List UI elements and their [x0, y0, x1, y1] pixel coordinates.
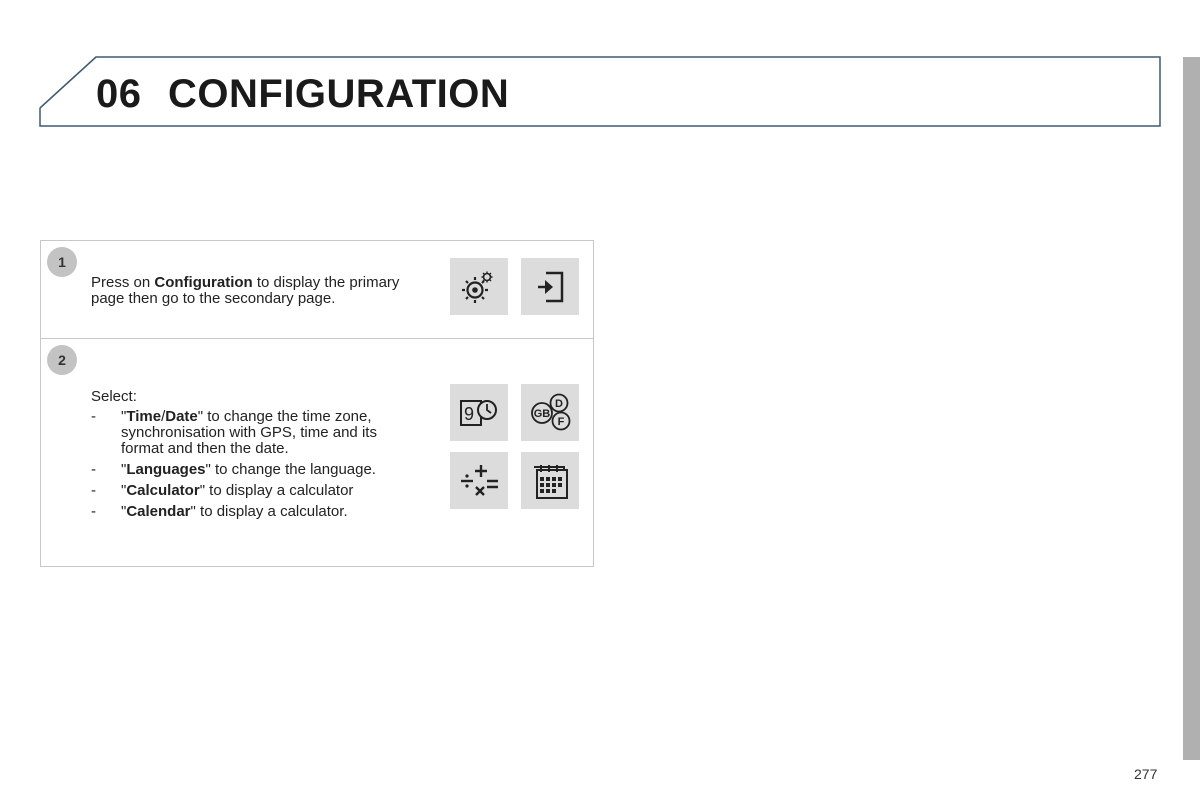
- settings-gears-icon: [450, 258, 508, 315]
- option-list: [91, 409, 421, 520]
- step-1-panel: [40, 240, 594, 339]
- calculator-icon: [450, 452, 508, 509]
- svg-text:GB: GB: [533, 407, 551, 420]
- list-item: - "Languages" to change the language.: [91, 462, 421, 478]
- enter-page-icon: [521, 258, 579, 315]
- chapter-title: CONFIGURATION: [168, 72, 510, 116]
- select-intro: Select:: [91, 388, 137, 405]
- time-date-icon: [450, 384, 508, 441]
- svg-text:D: D: [555, 397, 563, 410]
- list-item: - "Time/Date" to change the time zone, synchronisation with GPS, time and its format and then the date.: [91, 409, 421, 457]
- side-tab-bar: [1183, 57, 1200, 760]
- svg-text:F: F: [557, 415, 565, 428]
- step-number-badge: 1: [47, 247, 77, 277]
- calendar-icon: [521, 452, 579, 509]
- list-item: - "Calculator" to display a calculator: [91, 483, 421, 499]
- svg-text:9: 9: [464, 403, 475, 424]
- step-1-text: Press on Configuration to display the primary page then go to the secondary page.: [91, 274, 400, 307]
- languages-icon: [521, 384, 579, 441]
- chapter-header-frame: [0, 0, 1200, 140]
- chapter-number: 06: [96, 72, 142, 116]
- list-item: - "Calendar" to display a calculator.: [91, 504, 421, 520]
- step-2-text: [91, 389, 421, 525]
- step-2-panel: [40, 338, 594, 567]
- step-number-badge: 2: [47, 345, 77, 375]
- page-number: 277: [1134, 766, 1158, 782]
